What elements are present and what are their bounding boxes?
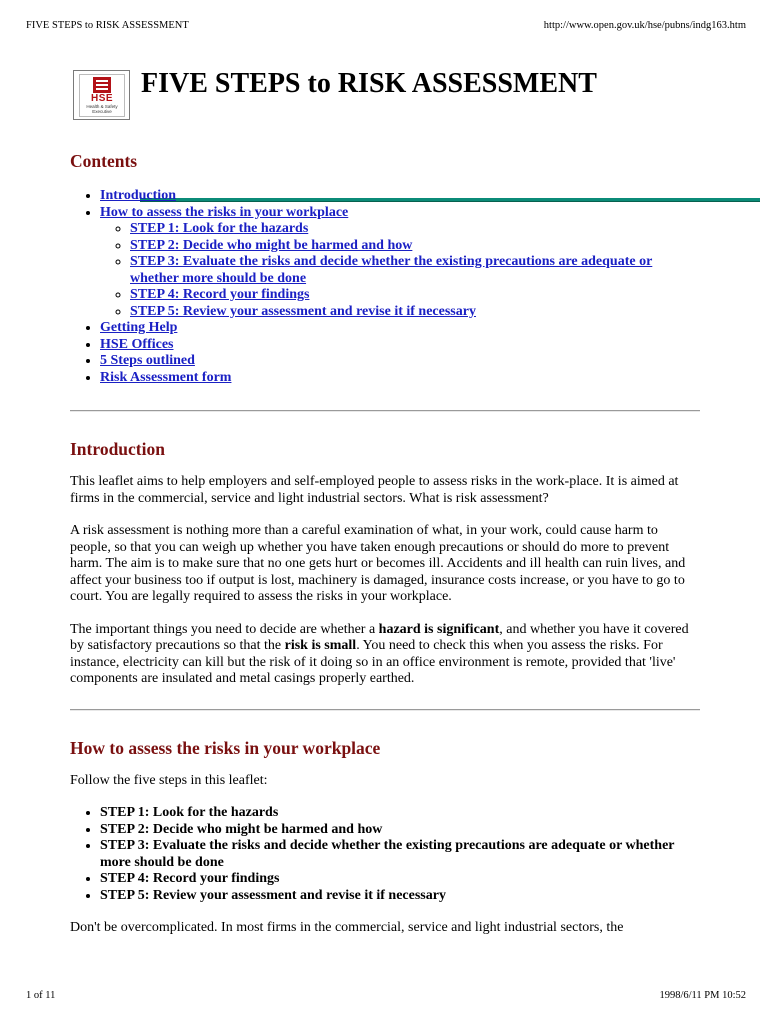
print-header-url: http://www.open.gov.uk/hse/pubns/indg163.htm xyxy=(543,20,746,31)
print-timestamp: 1998/6/11 PM 10:52 xyxy=(659,990,746,1001)
intro-p3-text-e: . You need to check this when you assess the risks. For instance, electricity can kill but the risk of it doing so in an office environment is remote, provided that 'live' components are insulated and metal casings properly earthed. xyxy=(70,638,676,686)
link-introduction[interactable]: Introduction xyxy=(100,188,176,203)
intro-paragraph-2: A risk assessment is nothing more than a careful examination of what, in your work, could cause harm to people, so that you can weigh up whether you have taken enough precautions or should do more to prevent harm. The aim is to make sure that no one gets hurt or becomes ill. Accidents and ill health can ruin lives, and affect your business too if output is lost, machinery is damaged, insurance costs increase, or you have to go to court. You are legally required to assess the risks in your workplace. xyxy=(70,523,686,604)
link-step-1[interactable]: STEP 1: Look for the hazards xyxy=(130,221,309,236)
contents-heading: Contents xyxy=(70,151,138,171)
list-item: • STEP 2: Decide who might be harmed and how xyxy=(100,822,700,839)
list-item: • STEP 5: Review your assessment and revise it if necessary xyxy=(100,888,700,905)
page-title: FIVE STEPS to RISK ASSESSMENT xyxy=(141,68,597,99)
how-to-tail: Don't be overcomplicated. In most firms in the commercial, service and light industrial sectors, the xyxy=(70,920,624,935)
list-item xyxy=(130,287,700,304)
link-step-5[interactable]: STEP 5: Review your assessment and revise it if necessary xyxy=(130,303,476,319)
hse-logo-subtext: Health & Safety Executive xyxy=(86,104,118,114)
hse-logo-frame xyxy=(79,74,125,117)
intro-p3-text-a: The important things you need to decide are whether a xyxy=(70,621,379,637)
print-footer xyxy=(26,990,746,1001)
how-to-heading: How to assess the risks in your workplace xyxy=(70,737,381,758)
hse-logo xyxy=(73,70,130,120)
list-item xyxy=(130,304,700,321)
list-item: • STEP 3: Evaluate the risks and decide whether the existing precautions are adequate or whether more should be done xyxy=(100,838,700,871)
link-risk-assessment-form[interactable]: Risk Assessment form xyxy=(100,369,232,385)
contents-sublist xyxy=(100,221,700,320)
list-item: • STEP 1: Look for the hazards xyxy=(100,805,700,822)
link-getting-help[interactable]: Getting Help xyxy=(100,320,178,335)
intro-paragraph-1: This leaflet aims to help employers and self-employed people to assess risks in the work-place. It is aimed at firms in the commercial, service and light industrial sectors. What is risk assessment? xyxy=(70,474,679,506)
intro-paragraph-3 xyxy=(70,622,700,688)
link-step-3[interactable]: STEP 3: Evaluate the risks and decide whether the existing precautions are adequate or whether more should be done xyxy=(130,254,653,286)
document-content xyxy=(70,150,700,937)
contents-list xyxy=(70,188,700,386)
print-header xyxy=(26,20,746,31)
list-item xyxy=(100,337,700,354)
contents-section xyxy=(70,150,700,386)
how-to-intro: Follow the five steps in this leaflet: xyxy=(70,772,268,788)
intro-p3-bold-risk: risk is small xyxy=(284,638,357,653)
list-item xyxy=(100,188,700,205)
hse-emblem-icon xyxy=(93,77,111,93)
link-step-4[interactable]: STEP 4: Record your findings xyxy=(130,287,310,302)
steps-list xyxy=(70,805,700,904)
list-item xyxy=(100,205,700,321)
link-how-to-assess[interactable]: How to assess the risks in your workplace xyxy=(100,204,349,220)
hse-logo-text: HSE xyxy=(90,93,114,104)
link-hse-offices[interactable]: HSE Offices xyxy=(100,336,174,352)
section-divider xyxy=(70,709,700,711)
intro-p3-text-c: , and whether you have it covered by satisfactory precautions so that the xyxy=(70,621,689,653)
introduction-heading: Introduction xyxy=(70,439,165,459)
list-item xyxy=(100,353,700,370)
link-step-2[interactable]: STEP 2: Decide who might be harmed and how xyxy=(130,237,413,253)
how-to-section xyxy=(70,737,700,937)
list-item xyxy=(130,238,700,255)
list-item: • STEP 4: Record your findings xyxy=(100,871,700,888)
section-divider xyxy=(70,410,700,412)
intro-p3-bold-hazard: hazard is significant xyxy=(378,621,500,637)
list-item xyxy=(130,254,700,287)
list-item xyxy=(130,221,700,238)
list-item xyxy=(100,320,700,337)
list-item xyxy=(100,370,700,387)
link-5-steps-outlined[interactable]: 5 Steps outlined xyxy=(100,353,195,368)
introduction-section xyxy=(70,438,700,688)
title-area xyxy=(70,67,690,135)
print-header-title: FIVE STEPS to RISK ASSESSMENT xyxy=(26,20,189,31)
page-counter: 1 of 11 xyxy=(26,990,56,1001)
